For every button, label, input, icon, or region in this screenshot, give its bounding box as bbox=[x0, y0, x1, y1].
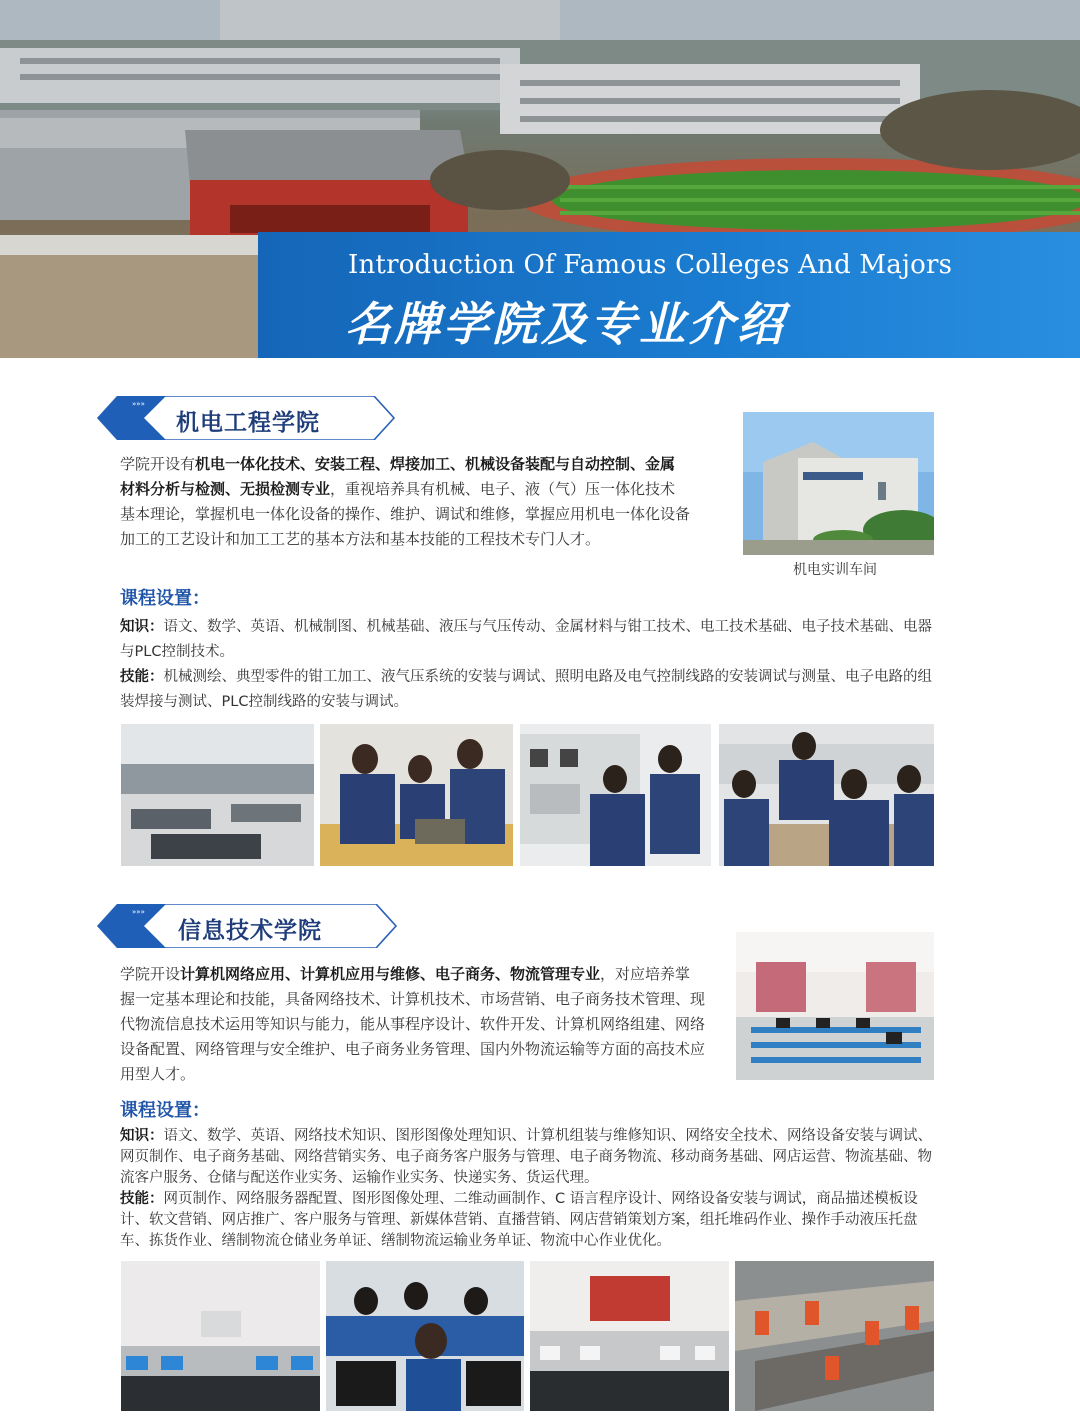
skills-label: 技能： bbox=[120, 1191, 164, 1207]
photo-computer-lab bbox=[736, 932, 934, 1080]
intro-text: 学院开设有 bbox=[120, 455, 196, 473]
photo-students-wiring bbox=[320, 724, 513, 866]
photo-students-at-computers bbox=[326, 1261, 524, 1411]
svg-text:»»»: »»» bbox=[132, 400, 145, 408]
knowledge-text: 语文、数学、英语、网络技术知识、图形图像处理知识、计算机组装与维修知识、网络安全技术、网络设备安装与调试、网页制作、电子商务基础、网络营销实务、电子商务客户服务与管理、电子商务物流、移动商务基础、网店运营、物流基础、物流客户服务、仓储与配送作业实务、运输作业实务、快递实务、货运代理。 bbox=[120, 1128, 932, 1186]
course-heading: 课程设置： bbox=[120, 588, 210, 609]
section-title: 机电工程学院 bbox=[176, 410, 320, 436]
section-title: 信息技术学院 bbox=[178, 918, 322, 944]
section-intro-mechatronics bbox=[120, 452, 690, 552]
photo-training-workshop bbox=[743, 412, 934, 555]
course-knowledge bbox=[120, 1126, 940, 1189]
course-heading: 课程设置： bbox=[120, 1100, 210, 1121]
intro-majors: 计算机网络应用、计算机应用与维修、电子商务、物流管理专业 bbox=[180, 965, 601, 983]
section-intro-it bbox=[120, 962, 705, 1087]
photo-logistics-sorting bbox=[735, 1261, 934, 1411]
svg-text:»»»: »»» bbox=[132, 908, 145, 916]
hero-campus-photo bbox=[0, 0, 1080, 358]
photo-caption: 机电实训车间 bbox=[793, 562, 877, 578]
banner-title-english: Introduction Of Famous Colleges And Majors bbox=[348, 250, 953, 280]
course-knowledge bbox=[120, 615, 940, 665]
photo-computer-classroom-red-wall bbox=[530, 1261, 729, 1411]
course-skills bbox=[120, 1189, 940, 1252]
banner-title-chinese: 名牌学院及专业介绍 bbox=[345, 297, 786, 351]
intro-text: ，重视培养具有机械、电子、液（气）压一体化技术基本理论，掌握机电一体化设备的操作、维护、调试和维修，掌握应用机电一体化设备加工的工艺设计和加工工艺的基本方法和基本技能的工程技术专门人才。 bbox=[120, 480, 691, 548]
knowledge-label: 知识： bbox=[120, 1128, 164, 1144]
photo-electrical-panel-training bbox=[520, 724, 711, 866]
intro-text: ，对应培养掌握一定基本理论和技能，具备网络技术、计算机技术、市场营销、电子商务技术管理、现代物流信息技术运用等知识与能力，能从事程序设计、软件开发、计算机网络组建、网络设备配置、网络管理与安全维护、电子商务业务管理、国内外物流运输等方面的高技术应用型人才。 bbox=[120, 965, 706, 1083]
photo-lab-projector bbox=[121, 1261, 320, 1411]
intro-text: 学院开设 bbox=[120, 965, 181, 983]
photo-workshop-hall bbox=[121, 724, 314, 866]
knowledge-text: 语文、数学、英语、机械制图、机械基础、液压与气压传动、金属材料与钳工技术、电工技术基础、电子技术基础、电器与PLC控制技术。 bbox=[120, 619, 932, 660]
skills-text: 机械测绘、典型零件的钳工加工、液气压系统的安装与调试、照明电路及电气控制线路的安装调试与测量、电子电路的组装焊接与测试、PLC控制线路的安装与调试。 bbox=[120, 669, 932, 710]
skills-label: 技能： bbox=[120, 669, 164, 685]
course-skills bbox=[120, 665, 940, 715]
intro-majors: 机电一体化技术、安装工程、焊接加工、机械设备装配与自动控制、金属材料分析与检测、无损检测专业 bbox=[120, 455, 676, 498]
skills-text: 网页制作、网络服务器配置、图形图像处理、二维动画制作、C 语言程序设计、网络设备安装与调试，商品描述模板设计、软文营销、网店推广、客户服务与管理、新媒体营销、直播营销、网店营销策划方案，组托堆码作业、操作手动液压托盘车、拣货作业、缮制物流仓储业务单证、缮制物流运输业务单证、物流中心作业优化。 bbox=[120, 1191, 918, 1249]
knowledge-label: 知识： bbox=[120, 619, 164, 635]
photo-teacher-students-bench bbox=[719, 724, 934, 866]
